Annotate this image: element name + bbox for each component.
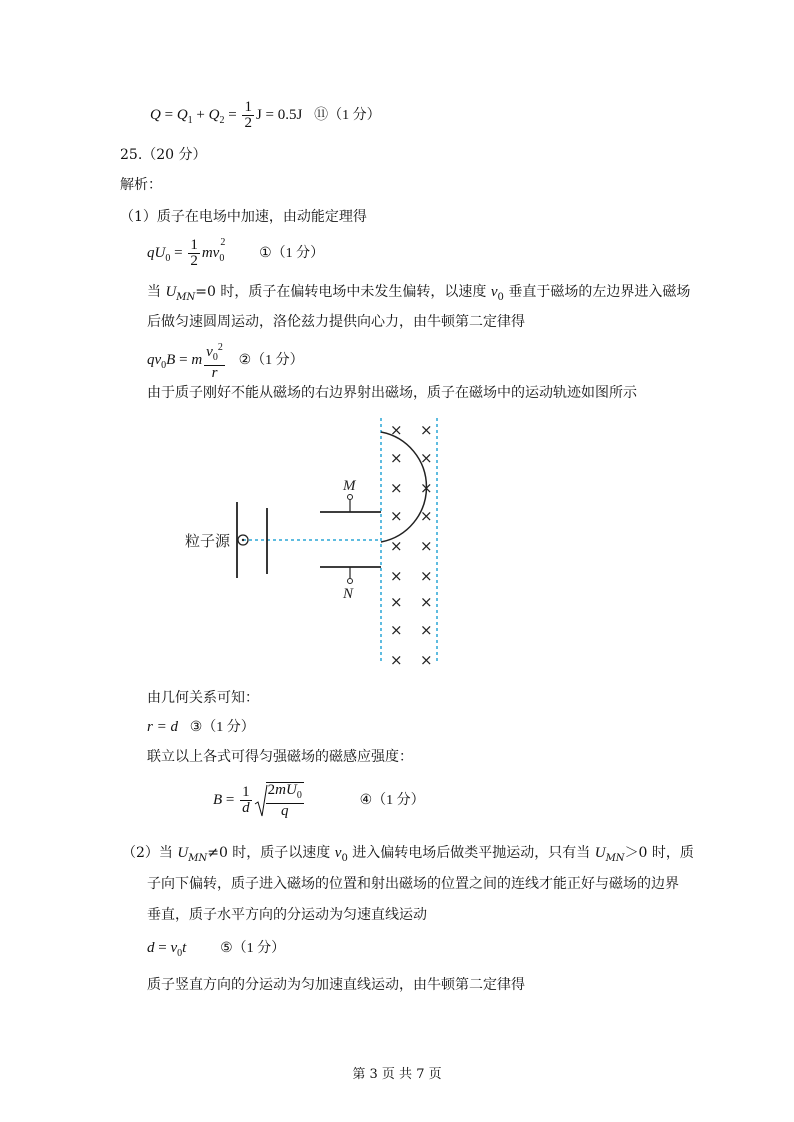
eq1-mark: ①（1 分）: [259, 245, 325, 261]
field-cross: ×: [420, 421, 433, 439]
field-cross: ×: [420, 507, 433, 525]
field-cross: ×: [390, 507, 403, 525]
equation-1: $qU_0$ = $\frac{1}{2}$ $mv_0^2$ ①（1 分）: [147, 236, 325, 269]
eq4-mark: ④（1 分）: [359, 792, 425, 808]
field-cross: ×: [420, 621, 433, 639]
magnetic-field-crosses: [390, 421, 433, 669]
field-cross: ×: [420, 593, 433, 611]
field-cross: ×: [420, 479, 433, 497]
equation-5: $d = v_0t$ ⑤（1 分）: [147, 940, 286, 959]
equation-4: B = $\frac{1}{d}$ $\frac{2mU_0}{q}$ ④（1 分）: [213, 782, 425, 819]
field-cross: ×: [390, 479, 403, 497]
eq11-mark: ⑪（1 分）: [314, 107, 381, 123]
field-cross: ×: [390, 621, 403, 639]
eq2-mark: ②（1 分）: [238, 352, 304, 368]
part1-text-c: 由于质子刚好不能从磁场的右边界射出磁场，质子在磁场中的运动轨迹如图所示: [147, 385, 637, 401]
part2-line2: 子向下偏转，质子进入磁场的位置和射出磁场的位置之间的连线才能正好与磁场的边界: [147, 876, 679, 892]
part1-text-a: 当 $U_{MN}=0$ 时，质子在偏转电场中未发生偏转，以速度 $v_0$ 垂直于磁场的左边界进入磁场: [147, 284, 691, 303]
field-cross: ×: [390, 449, 403, 467]
field-cross: ×: [420, 537, 433, 555]
part2-line1: （2）当 $U_{MN}\ne 0$ 时，质子以速度 $v_0$ 进入偏转电场后做类平抛运动，只有当 $U_{MN}>0$ 时，质: [122, 845, 694, 864]
part2-line3: 垂直，质子水平方向的分运动为匀速直线运动: [147, 907, 427, 923]
combine-note: 联立以上各式可得匀强磁场的磁感应强度：: [147, 749, 413, 765]
eq3-mark: ③（1 分）: [189, 720, 255, 735]
field-cross: ×: [390, 593, 403, 611]
part2-line4: 质子竖直方向的分运动为匀加速直线运动，由牛顿第二定律得: [147, 977, 525, 993]
label-n: N: [343, 586, 354, 602]
question-header: 25.（20 分）: [120, 147, 207, 163]
part1-text-b: 后做匀速圆周运动，洛伦兹力提供向心力，由牛顿第二定律得: [147, 314, 525, 330]
page-footer: 第 3 页 共 7 页: [352, 1067, 442, 1082]
field-cross: ×: [390, 651, 403, 669]
equation-q-total: $Q = Q_1 + Q_2$ = $\frac{1}{2}$ J = 0.5J ⑪（1 分）: [150, 99, 381, 131]
field-cross: ×: [420, 449, 433, 467]
field-cross: ×: [390, 537, 403, 555]
geometry-note: 由几何关系可知：: [147, 690, 259, 706]
part1-intro: （1）质子在电场中加速，由动能定理得: [120, 209, 367, 225]
label-m: M: [343, 478, 356, 494]
analysis-label: 解析：: [120, 177, 162, 193]
field-cross: ×: [420, 567, 433, 585]
trajectory-diagram: [175, 412, 465, 672]
field-cross: ×: [390, 567, 403, 585]
label-particle-source: 粒子源: [185, 532, 231, 550]
field-cross: ×: [390, 421, 403, 439]
equation-2: $qv_0B = m$ $\frac{v_0^2}{r}$ ②（1 分）: [147, 342, 304, 381]
field-cross: ×: [420, 651, 433, 669]
equation-3: r = d ③（1 分）: [147, 719, 255, 735]
eq5-mark: ⑤（1 分）: [220, 941, 286, 956]
